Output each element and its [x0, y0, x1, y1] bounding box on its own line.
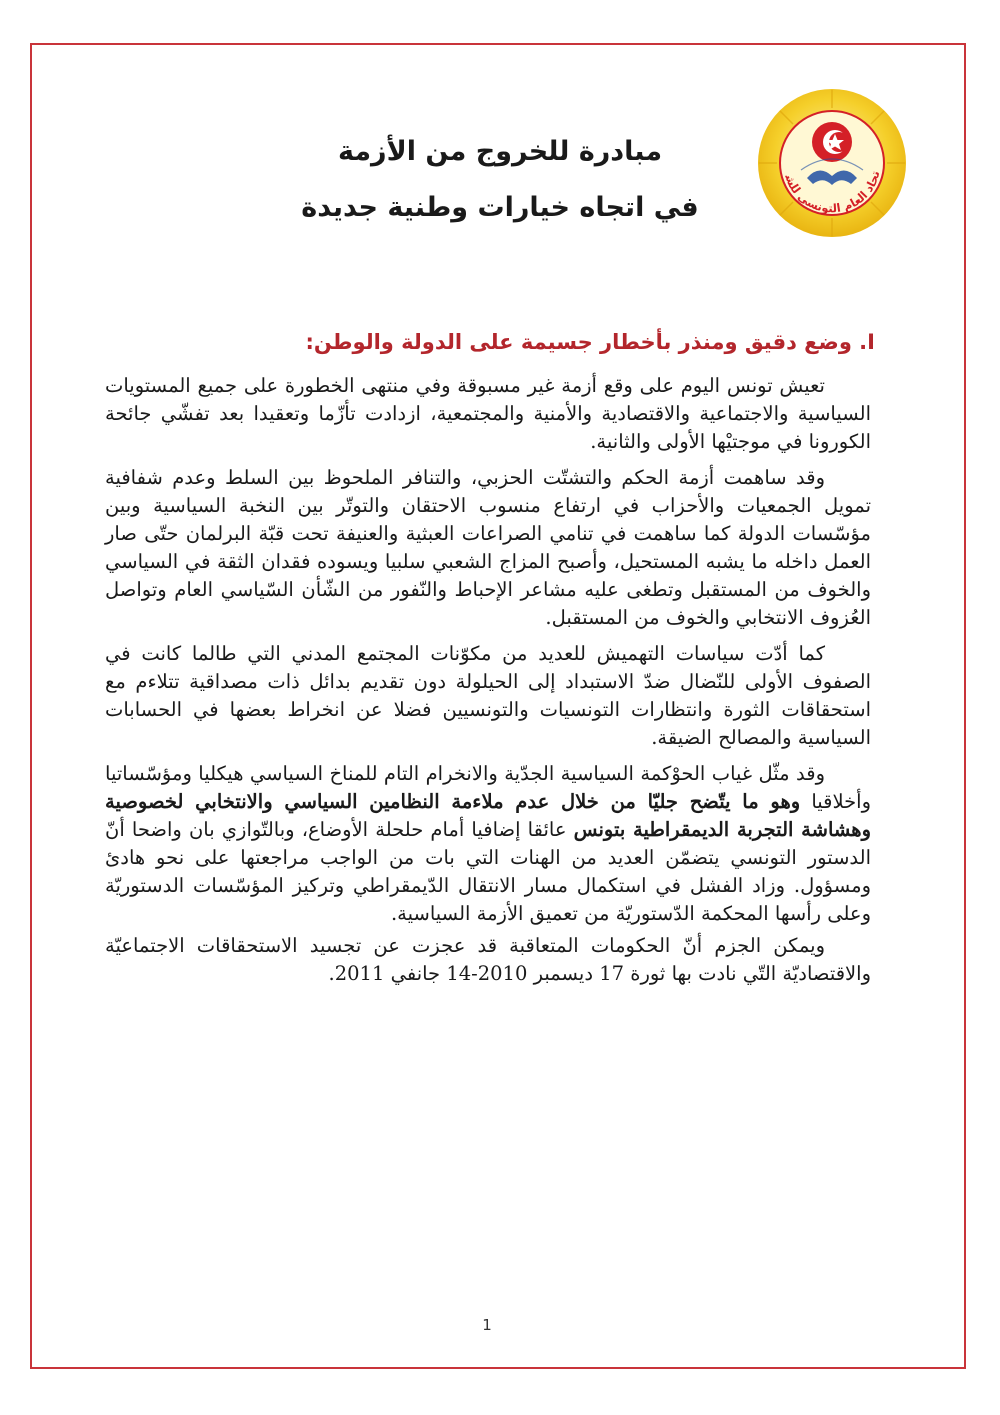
- document-body: [105, 372, 871, 996]
- paragraph-5: ويمكن الجزم أنّ الحكومات المتعاقبة قد عجزت عن تجسيد الاستحقاقات الاجتماعيّة والاقتصاديّة التّي نادت بها ثورة 17 ديسمبر 2010-14 جانفي 2011.: [105, 934, 871, 985]
- paragraph-1: تعيش تونس اليوم على وقع أزمة غير مسبوقة وفي منتهى الخطورة على جميع المستويات السياسية والاجتماعية والاقتصادية والأمنية والمجتمعية، ازدادت تأزّما وتعقيدا بعد تفشّي جائحة الكورونا في موجتيْها الأولى والثانية.: [105, 374, 871, 453]
- ugtt-logo: [755, 86, 909, 240]
- document-title-line-1: مبادرة للخروج من الأزمة: [337, 136, 663, 167]
- paragraph-4-end: عائقا إضافيا أمام حلحلة الأوضاع، وبالتّوازي بان واضحا أنّ الدستور التونسي يتضمّن العديد من الهنات التي بات من الواجب مراجعتها على نحو هادئ ومسؤول. وزاد الفشل في استكمال مسار الانتقال الدّيمقراطي وتركيز المؤسّسات الدستوريّة وعلى رأسها المحكمة الدّستوريّة من تعميق الأزمة السياسية.: [105, 818, 871, 925]
- paragraph-4: [105, 760, 871, 928]
- section-heading: I. وضع دقيق ومنذر بأخطار جسيمة على الدولة والوطن:: [305, 330, 875, 354]
- paragraph-3: كما أدّت سياسات التهميش للعديد من مكوّنات المجتمع المدني التي طالما كانت في الصفوف الأولى للنّضال ضدّ الاستبداد إلى الحيلولة دون تقديم بدائل ذات مصداقية تتلاءم مع استحقاقات الثورة وانتظارات التونسيات والتونسيين فضلا عن انخراط بعضها في الحسابات السياسية والمصالح الضيقة.: [105, 642, 871, 749]
- logo-text: تحاد العام التونسي للش: [782, 169, 883, 216]
- paragraph-4-bold: وهو ما يتّضح جليّا من خلال عدم ملاءمة النظامين السياسي والانتخابي لخصوصية وهشاشة التجربة الديمقراطية بتونس: [105, 790, 871, 841]
- ugtt-emblem-icon: [755, 86, 909, 240]
- paragraph-4-start: وقد مثّل غياب الحوْكمة السياسية الجدّية والانخرام التام للمناخ السياسي هيكليا ومؤسّساتيا وأخلاقيا: [105, 762, 871, 813]
- page-number: 1: [482, 1316, 492, 1334]
- document-title-line-2: في اتجاه خيارات وطنية جديدة: [301, 192, 699, 223]
- paragraph-2: وقد ساهمت أزمة الحكم والتشتّت الحزبي، والتنافر الملحوظ بين السلط وعدم شفافية تمويل الجمعيات والأحزاب في ارتفاع منسوب الاحتقان والتوتّر بين النخبة السياسية وبين مؤسّسات الدولة كما ساهمت في تنامي الصراعات العبثية والعنيفة تحت قبّة البرلمان حتّى صار العمل داخله ما يشبه المستحيل، وأصبح المزاج الشعبي سلبيا ويسوده فقدان الثقة في السياسي والخوف من المستقبل وتطغى عليه مشاعر الإحباط والنّفور من الشّأن السّياسي العام وتواصل العُزوف الانتخابي والخوف من المستقبل.: [105, 466, 871, 629]
